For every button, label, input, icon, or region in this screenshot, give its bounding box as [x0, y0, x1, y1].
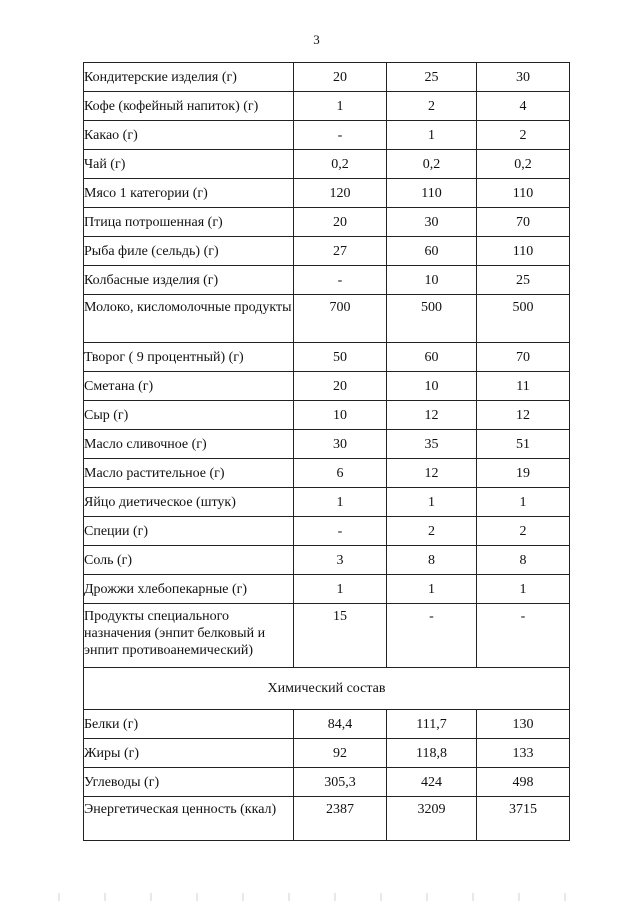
product-name: Рыба филе (сельдь) (г) — [84, 237, 294, 266]
table-row — [84, 150, 570, 179]
table-row — [84, 604, 570, 668]
value-cell: 133 — [477, 739, 570, 768]
value-cell: 3715 — [477, 797, 570, 841]
value-cell: 0,2 — [294, 150, 387, 179]
table-row — [84, 343, 570, 372]
product-name: Продукты специального назначения (энпит белковый и энпит противоанемический) — [84, 604, 294, 668]
product-name: Какао (г) — [84, 121, 294, 150]
value-cell: 10 — [387, 372, 477, 401]
value-cell: 1 — [294, 575, 387, 604]
value-cell: 10 — [387, 266, 477, 295]
value-cell: 0,2 — [387, 150, 477, 179]
value-cell: 20 — [294, 63, 387, 92]
nutrient-name: Жиры (г) — [84, 739, 294, 768]
value-cell: 2 — [477, 517, 570, 546]
value-cell: 70 — [477, 208, 570, 237]
value-cell: - — [294, 266, 387, 295]
value-cell: 92 — [294, 739, 387, 768]
value-cell: 700 — [294, 295, 387, 343]
value-cell: 111,7 — [387, 710, 477, 739]
product-name: Творог ( 9 процентный) (г) — [84, 343, 294, 372]
product-name: Яйцо диетическое (штук) — [84, 488, 294, 517]
scan-artifacts — [40, 893, 600, 901]
table-row — [84, 208, 570, 237]
value-cell: 424 — [387, 768, 477, 797]
value-cell: 19 — [477, 459, 570, 488]
value-cell: 84,4 — [294, 710, 387, 739]
product-name: Мясо 1 категории (г) — [84, 179, 294, 208]
product-name: Птица потрошенная (г) — [84, 208, 294, 237]
nutrient-name: Энергетическая ценность (ккал) — [84, 797, 294, 841]
value-cell: 1 — [294, 92, 387, 121]
value-cell: 498 — [477, 768, 570, 797]
table-row — [84, 295, 570, 343]
product-name: Специи (г) — [84, 517, 294, 546]
section-title: Химический состав — [84, 668, 570, 710]
value-cell: 50 — [294, 343, 387, 372]
table-row — [84, 768, 570, 797]
nutrition-table — [83, 62, 570, 841]
value-cell: 25 — [477, 266, 570, 295]
value-cell: 30 — [294, 430, 387, 459]
section-row — [84, 668, 570, 710]
value-cell: 110 — [477, 179, 570, 208]
value-cell: 118,8 — [387, 739, 477, 768]
value-cell: 20 — [294, 372, 387, 401]
product-name: Кондитерские изделия (г) — [84, 63, 294, 92]
value-cell: 70 — [477, 343, 570, 372]
table-row — [84, 739, 570, 768]
value-cell: 6 — [294, 459, 387, 488]
product-name: Колбасные изделия (г) — [84, 266, 294, 295]
value-cell: 120 — [294, 179, 387, 208]
value-cell: 110 — [387, 179, 477, 208]
value-cell: 3209 — [387, 797, 477, 841]
value-cell: 15 — [294, 604, 387, 668]
value-cell: 8 — [387, 546, 477, 575]
product-name: Сметана (г) — [84, 372, 294, 401]
value-cell: 30 — [477, 63, 570, 92]
value-cell: 20 — [294, 208, 387, 237]
value-cell: 60 — [387, 343, 477, 372]
table-row — [84, 517, 570, 546]
value-cell: 35 — [387, 430, 477, 459]
value-cell: - — [294, 517, 387, 546]
product-name: Сыр (г) — [84, 401, 294, 430]
value-cell: 8 — [477, 546, 570, 575]
product-name: Молоко, кисломолочные продукты — [84, 295, 294, 343]
value-cell: 3 — [294, 546, 387, 575]
table-row — [84, 121, 570, 150]
value-cell: 2 — [387, 92, 477, 121]
product-name: Кофе (кофейный напиток) (г) — [84, 92, 294, 121]
value-cell: 500 — [387, 295, 477, 343]
table-row — [84, 459, 570, 488]
value-cell: 305,3 — [294, 768, 387, 797]
value-cell: 12 — [387, 401, 477, 430]
page-number: 3 — [313, 32, 320, 47]
table-row — [84, 575, 570, 604]
value-cell: 12 — [477, 401, 570, 430]
value-cell: 11 — [477, 372, 570, 401]
value-cell: 1 — [477, 575, 570, 604]
table-row — [84, 488, 570, 517]
table-row — [84, 63, 570, 92]
table-row — [84, 797, 570, 841]
value-cell: - — [387, 604, 477, 668]
value-cell: 60 — [387, 237, 477, 266]
value-cell: 2 — [387, 517, 477, 546]
value-cell: 1 — [387, 121, 477, 150]
product-name: Чай (г) — [84, 150, 294, 179]
value-cell: 0,2 — [477, 150, 570, 179]
table-row — [84, 266, 570, 295]
value-cell: 1 — [294, 488, 387, 517]
value-cell: 4 — [477, 92, 570, 121]
product-name: Масло растительное (г) — [84, 459, 294, 488]
table-row — [84, 430, 570, 459]
value-cell: - — [477, 604, 570, 668]
value-cell: 110 — [477, 237, 570, 266]
value-cell: 30 — [387, 208, 477, 237]
value-cell: 10 — [294, 401, 387, 430]
nutrient-name: Углеводы (г) — [84, 768, 294, 797]
table-row — [84, 372, 570, 401]
value-cell: 1 — [477, 488, 570, 517]
table-row — [84, 546, 570, 575]
product-name: Масло сливочное (г) — [84, 430, 294, 459]
table-row — [84, 92, 570, 121]
value-cell: 25 — [387, 63, 477, 92]
table-row — [84, 401, 570, 430]
value-cell: - — [294, 121, 387, 150]
table-row — [84, 237, 570, 266]
product-name: Дрожжи хлебопекарные (г) — [84, 575, 294, 604]
value-cell: 51 — [477, 430, 570, 459]
value-cell: 27 — [294, 237, 387, 266]
value-cell: 130 — [477, 710, 570, 739]
table-row — [84, 179, 570, 208]
product-name: Соль (г) — [84, 546, 294, 575]
value-cell: 1 — [387, 575, 477, 604]
value-cell: 500 — [477, 295, 570, 343]
value-cell: 2 — [477, 121, 570, 150]
value-cell: 12 — [387, 459, 477, 488]
nutrient-name: Белки (г) — [84, 710, 294, 739]
table-row — [84, 710, 570, 739]
value-cell: 1 — [387, 488, 477, 517]
value-cell: 2387 — [294, 797, 387, 841]
